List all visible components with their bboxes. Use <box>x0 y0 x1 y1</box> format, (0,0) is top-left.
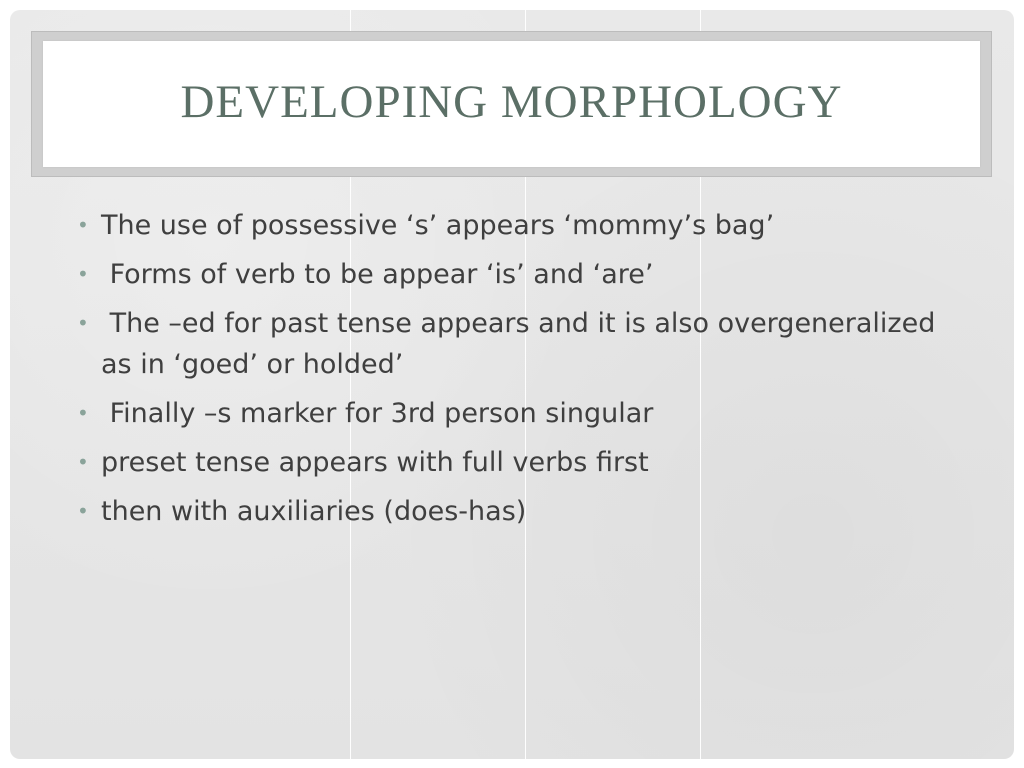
list-item <box>72 303 972 385</box>
bullet-icon: • <box>77 499 89 523</box>
title-box <box>43 41 980 167</box>
bullet-text: Forms of verb to be appear ‘is’ and ‘are’ <box>101 259 654 290</box>
bullet-icon: • <box>77 311 89 335</box>
bullet-text: Finally –s marker for 3rd person singular <box>101 398 654 429</box>
list-item <box>72 393 972 434</box>
slide <box>10 10 1014 759</box>
bullet-text: The use of possessive ‘s’ appears ‘mommy’s bag’ <box>101 210 775 241</box>
bullet-text: The –ed for past tense appears and it is also overgeneralized as in ‘goed’ or holded’ <box>101 308 944 380</box>
bullet-icon: • <box>77 450 89 474</box>
list-item <box>72 254 972 295</box>
slide-title: DEVELOPING MORPHOLOGY <box>180 76 843 128</box>
bullet-list <box>72 205 972 725</box>
bullet-icon: • <box>77 401 89 425</box>
bullet-icon: • <box>77 213 89 237</box>
bullet-icon: • <box>77 262 89 286</box>
bullet-text: then with auxiliaries (does-has) <box>101 496 527 527</box>
title-frame <box>31 31 992 177</box>
list-item <box>72 442 972 483</box>
list-item <box>72 205 972 246</box>
list-item <box>72 491 972 532</box>
bullet-text: preset tense appears with full verbs first <box>101 447 649 478</box>
